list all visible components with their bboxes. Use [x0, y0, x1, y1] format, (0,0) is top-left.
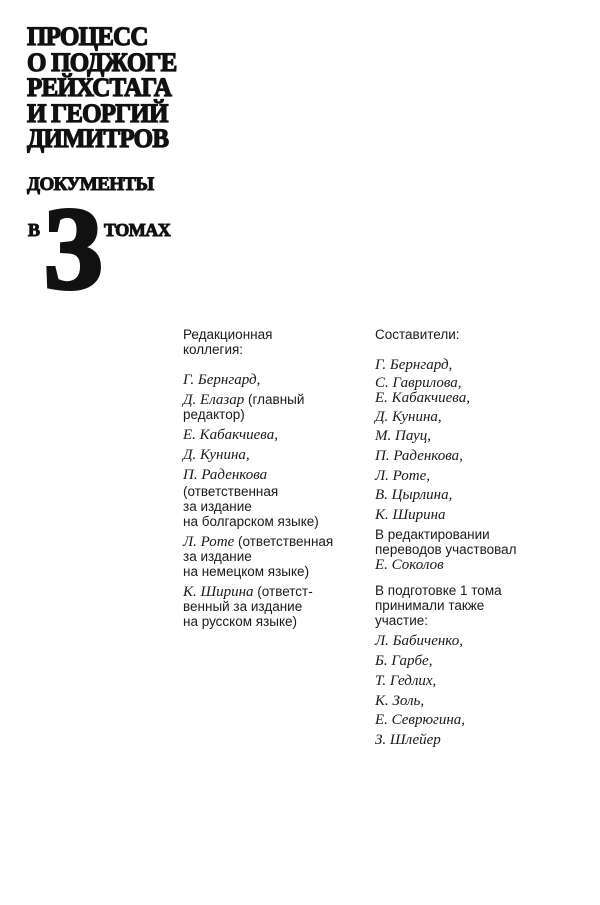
- person-name: Г. Бернгард,: [375, 357, 453, 373]
- line-text: (главный: [244, 392, 305, 407]
- person-name: Л. Роте,: [375, 468, 431, 484]
- volumes-number: 3: [44, 183, 103, 314]
- text-line: [183, 407, 245, 422]
- text-line: [183, 484, 278, 499]
- text-line: [375, 507, 446, 524]
- person-name: З. Шлейер: [375, 732, 441, 748]
- title-line: РЕЙХСТАГА: [27, 73, 172, 103]
- line-text: Составители:: [375, 327, 460, 342]
- person-name: К. Ширина: [183, 584, 254, 600]
- line-text: (ответст-: [253, 584, 313, 599]
- text-line: [375, 542, 517, 557]
- person-name: Д. Кунина,: [375, 409, 442, 425]
- person-name: Д. Елазар: [183, 392, 245, 408]
- line-text: принимали также: [375, 598, 485, 613]
- line-text: редактор): [183, 407, 245, 422]
- person-name: М. Пауц,: [375, 428, 432, 444]
- person-name: Т. Гедлих,: [375, 673, 437, 689]
- person-name: Е. Севрюгина,: [375, 712, 466, 728]
- line-text: Редакционная: [183, 327, 273, 342]
- text-line: [183, 549, 252, 564]
- person-name: Е. Кабакчиева,: [183, 427, 278, 443]
- title-line: ПРОЦЕСС: [27, 22, 148, 52]
- line-text: на немецком языке): [183, 564, 310, 579]
- text-line: [375, 653, 432, 670]
- line-text: за издание: [183, 549, 252, 564]
- person-name: К. Ширина: [375, 507, 446, 523]
- person-name: Е. Соколов: [375, 557, 444, 573]
- text-line: [183, 327, 272, 342]
- volumes-prefix: В: [28, 220, 41, 240]
- text-line: [375, 428, 431, 445]
- text-line: [183, 342, 243, 357]
- text-line: [375, 448, 463, 465]
- line-text: (ответственная: [183, 484, 279, 499]
- text-line: [375, 527, 490, 542]
- person-name: С. Гаврилова,: [375, 375, 462, 391]
- text-line: [375, 390, 470, 407]
- text-line: [375, 557, 444, 574]
- line-text: на болгарском языке): [183, 514, 319, 529]
- text-line: [183, 564, 309, 579]
- line-text: В подготовке 1 тома: [375, 583, 502, 598]
- text-line: [183, 372, 260, 389]
- title-line: О ПОДЖОГЕ: [27, 48, 177, 77]
- text-line: [375, 693, 424, 710]
- person-name: Г. Бернгард,: [183, 372, 261, 388]
- book-title: [27, 24, 176, 152]
- line-text: коллегия:: [183, 342, 244, 357]
- volumes-suffix: ТОМАХ: [104, 220, 171, 240]
- text-line: [183, 514, 319, 529]
- line-text: участие:: [375, 613, 429, 628]
- line-text: (ответственная: [234, 534, 334, 549]
- subtitle: ДОКУМЕНТЫ: [27, 174, 154, 195]
- person-name: В. Цырлина,: [375, 487, 453, 503]
- text-line: [375, 327, 460, 342]
- text-line: [375, 409, 442, 426]
- line-text: на русском языке): [183, 614, 298, 629]
- text-line: [183, 447, 250, 464]
- person-name: Б. Гарбе,: [375, 653, 433, 669]
- line-text: за издание: [183, 499, 252, 514]
- person-name: К. Золь,: [375, 693, 425, 709]
- text-line: [183, 499, 252, 514]
- text-line: [375, 598, 484, 613]
- text-line: [375, 712, 465, 729]
- line-text: переводов участвовал: [375, 542, 517, 557]
- text-line: [183, 467, 267, 484]
- person-name: Л. Бабиченко,: [375, 633, 464, 649]
- text-line: [375, 487, 452, 504]
- text-line: [375, 613, 428, 628]
- text-line: [375, 633, 463, 650]
- person-name: Д. Кунина,: [183, 447, 250, 463]
- text-line: [375, 583, 502, 598]
- title-line: И ГЕОРГИЙ: [27, 99, 168, 128]
- text-line: [375, 732, 441, 749]
- person-name: П. Раденкова: [183, 467, 268, 483]
- text-line: [183, 614, 297, 629]
- text-line: [183, 599, 302, 614]
- title-line: ДИМИТРОВ: [27, 124, 169, 154]
- line-text: венный за издание: [183, 599, 303, 614]
- person-name: Л. Роте: [183, 534, 235, 550]
- text-line: [375, 673, 436, 690]
- text-line: [375, 468, 430, 485]
- person-name: Е. Кабакчиева,: [375, 390, 470, 406]
- line-text: В редактировании: [375, 527, 490, 542]
- person-name: П. Раденкова,: [375, 448, 463, 464]
- text-line: [183, 427, 278, 444]
- text-line: [375, 357, 452, 374]
